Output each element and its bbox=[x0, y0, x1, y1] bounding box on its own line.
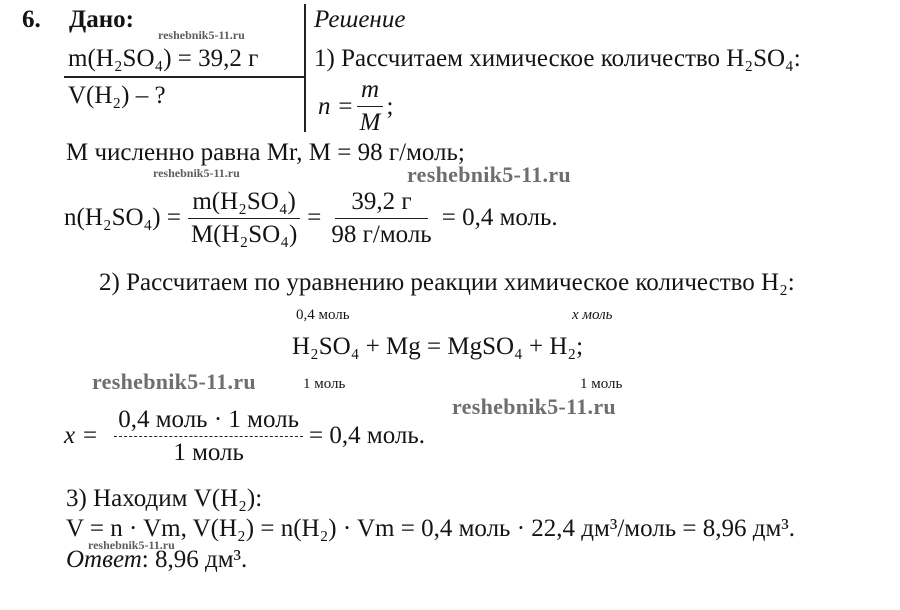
formula-end: ; bbox=[386, 92, 394, 120]
problem-number: 6. bbox=[22, 6, 41, 33]
calc-result: = 0,4 моль. bbox=[441, 204, 558, 231]
formula-lhs: n = bbox=[318, 92, 354, 120]
above-right: x моль bbox=[572, 307, 613, 323]
x-result: = 0,4 моль. bbox=[309, 422, 425, 449]
given-mass: m(H₂SO₄) = 39,2 г bbox=[68, 45, 259, 72]
calc-den2: 98 г/моль bbox=[331, 220, 432, 248]
find-value: V(H₂) – ? bbox=[68, 82, 166, 109]
watermark: reshebnik5-11.ru bbox=[158, 28, 245, 42]
below-right: 1 моль bbox=[580, 376, 623, 392]
molar-mass-line: M численно равна Mr, M = 98 г/моль; bbox=[66, 139, 465, 166]
above-left: 0,4 моль bbox=[296, 307, 350, 323]
solution-label: Решение bbox=[314, 6, 406, 33]
below-left: 1 моль bbox=[303, 376, 346, 392]
watermark: reshebnik5-11.ru bbox=[153, 166, 240, 180]
calc-num2: 39,2 г bbox=[335, 188, 427, 219]
x-fraction bbox=[114, 406, 303, 467]
calc-lhs: n(H₂SO₄) = bbox=[64, 204, 181, 231]
given-label: Дано: bbox=[69, 6, 134, 33]
x-lhs: x = bbox=[64, 422, 99, 449]
watermark: reshebnik5-11.ru bbox=[407, 162, 571, 187]
calc-eq: = bbox=[307, 204, 322, 231]
x-den: 1 моль bbox=[173, 438, 244, 466]
step1-title: 1) Рассчитаем химическое количество H₂SO₄: bbox=[314, 45, 801, 72]
watermark: reshebnik5-11.ru bbox=[88, 538, 175, 552]
given-vertical-divider bbox=[304, 4, 306, 132]
step2-title: 2) Рассчитаем по уравнению реакции химическое количество H₂: bbox=[99, 269, 795, 296]
calc-num1: m(H₂SO₄) bbox=[188, 188, 300, 219]
watermark: reshebnik5-11.ru bbox=[92, 369, 256, 394]
formula-n bbox=[318, 76, 393, 137]
step1-calc bbox=[64, 183, 558, 253]
answer-label: Ответ bbox=[66, 546, 142, 573]
formula-den: M bbox=[359, 109, 381, 136]
formula-num: m bbox=[357, 76, 383, 107]
step3-title: 3) Находим V(H₂): bbox=[66, 485, 263, 512]
answer-value: : 8,96 дм³. bbox=[141, 546, 248, 573]
formula-fraction bbox=[356, 76, 385, 137]
x-num: 0,4 моль · 1 моль bbox=[114, 406, 303, 437]
calc-fraction-1 bbox=[187, 188, 301, 249]
answer-line bbox=[66, 546, 247, 574]
step3-calc: V = n · Vm, V(H₂) = n(H₂) · Vm = 0,4 моль · 22,4 дм³/моль = 8,96 дм³. bbox=[66, 515, 796, 542]
given-divider bbox=[64, 76, 304, 78]
calc-fraction-2 bbox=[327, 188, 435, 249]
reaction-equation: H₂SO₄ + Mg = MgSO₄ + H₂; bbox=[292, 333, 584, 360]
watermark: reshebnik5-11.ru bbox=[452, 394, 616, 419]
step2-calc bbox=[64, 401, 425, 471]
calc-den1: M(H₂SO₄) bbox=[190, 220, 298, 248]
